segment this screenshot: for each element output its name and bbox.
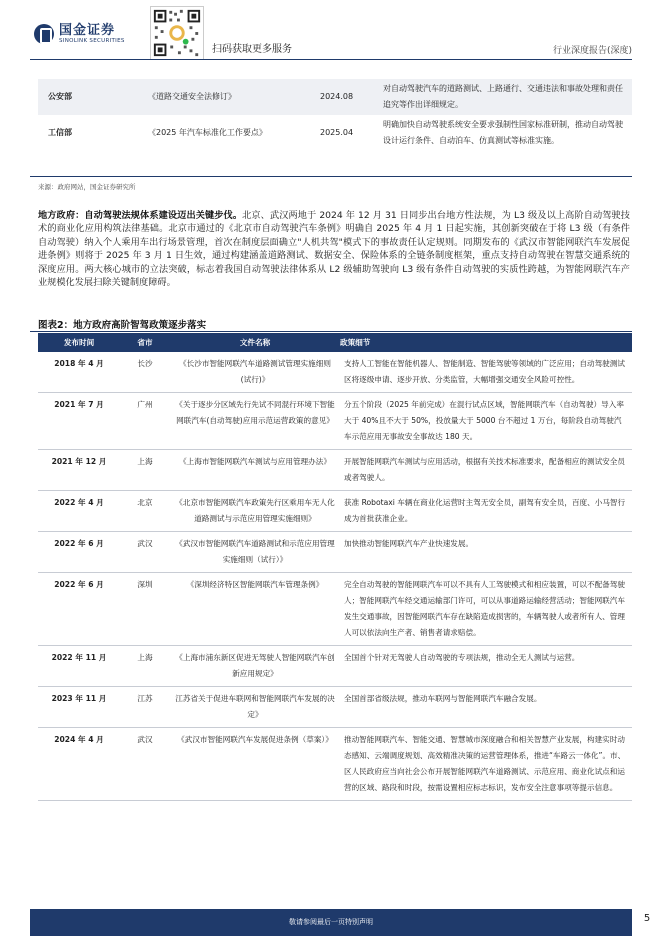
city-cell: 上海 bbox=[120, 646, 170, 687]
figure-title: 图表2：地方政府高阶智驾政策逐步落实 bbox=[38, 320, 207, 331]
detail-cell: 明确加快自动驾驶系统安全要求强制性国家标准研制，推动自动驾驶设计运行条件、自动泊车、仿真测试等标准实施。 bbox=[383, 120, 623, 145]
logo-name: 国金证券 bbox=[59, 23, 116, 38]
table-divider bbox=[30, 176, 632, 177]
document-name-cell: 《上海市浦东新区促进无驾驶人智能网联汽车创新应用规定》 bbox=[170, 646, 340, 687]
table-row bbox=[38, 687, 632, 728]
department-cell: 工信部 bbox=[48, 128, 72, 137]
local-policy-table bbox=[38, 333, 632, 801]
detail-cell: 开展智能网联汽车测试与应用活动，根据有关技术标准要求，配备相应的测试安全员或者驾驶人。 bbox=[340, 450, 632, 491]
scan-prompt: 扫码获取更多服务 bbox=[212, 44, 292, 55]
header-divider bbox=[30, 59, 632, 60]
date-cell: 2024.08 bbox=[316, 79, 379, 115]
table-row bbox=[38, 393, 632, 450]
paragraph-text: 北京、武汉两地于 2024 年 12 月 31 日同步出台地方性法规，为 L3 级及以上高阶自动驾驶技术的商业化应用构筑法律基础。北京市通过的《北京市自动驾驶汽车条例》明确自 2025 年 4 月 1 日起实施，其创新突破在于将 L3 级（有条件自动驾驶）纳入个人乘用车出行场景管理，首次在制度层面确立"人机共驾"模式下的事故责任认定规则。同期发布的《武汉市智能网联汽车发展促进条例》则将于 2025 年 3 月 1 日生效，通过构建涵盖道路测试、数据安全、保险体系的全链条制度框架，重点支持自动驾驶在智慧交通系统的深度应用。两大核心城市的立法突破，标志着我国自动驾驶法律体系从 L2 级辅助驾驶向 L3 级有条件自动驾驶的实质性跨越，为智能网联汽车产业规模化发展扫除关键制度障碍。 bbox=[38, 210, 630, 289]
company-logo bbox=[34, 24, 125, 45]
city-cell: 深圳 bbox=[120, 573, 170, 646]
report-type-label: 行业深度报告(深度) bbox=[552, 46, 632, 56]
table-source-note: 来源：政府网站，国金证券研究所 bbox=[38, 183, 136, 191]
paragraph-lead: 地方政府：自动驾驶法规体系建设迈出关键步伐。 bbox=[38, 210, 243, 221]
date-cell: 2022 年 11 月 bbox=[38, 646, 120, 687]
page-footer bbox=[30, 909, 632, 936]
detail-cell: 推动智能网联汽车、智能交通、智慧城市深度融合和相关智慧产业发展，构建实时动态感知、云端调度规划、高效精准决策的运营管理体系，推进“车路云一体化”。市、区人民政府应当向社会公布开展智能网联汽车道路测试、示范应用、商业化试点和运营的区域、路段和时段，按需设置相应标志标识，发布安全注意事项等提示信息。 bbox=[340, 728, 632, 801]
table-row bbox=[38, 646, 632, 687]
table-row bbox=[38, 352, 632, 393]
date-cell: 2018 年 4 月 bbox=[38, 352, 120, 393]
table-row bbox=[38, 728, 632, 801]
date-cell: 2021 年 12 月 bbox=[38, 450, 120, 491]
detail-cell: 全国首部省级法规，推动车联网与智能网联汽车融合发展。 bbox=[340, 687, 632, 728]
header-detail: 政策细节 bbox=[340, 333, 632, 352]
document-name-cell: 《2025 年汽车标准化工作要点》 bbox=[148, 128, 267, 137]
city-cell: 广州 bbox=[120, 393, 170, 450]
detail-cell: 全国首个针对无驾驶人自动驾驶的专项法规，推动全无人测试与运营。 bbox=[340, 646, 632, 687]
qr-code-icon[interactable] bbox=[150, 6, 204, 60]
city-cell: 上海 bbox=[120, 450, 170, 491]
date-cell: 2023 年 11 月 bbox=[38, 687, 120, 728]
table-row bbox=[38, 115, 632, 151]
detail-cell: 获准 Robotaxi 车辆在商业化运营时主驾无安全员，副驾有安全员，百度、小马智行成为首批获准企业。 bbox=[340, 491, 632, 532]
table-row bbox=[38, 532, 632, 573]
logo-english-name: SINOLINK SECURITIES bbox=[59, 38, 125, 44]
logo-icon bbox=[34, 24, 54, 44]
detail-cell: 对自动驾驶汽车的道路测试、上路通行、交通违法和事故处理和责任追究等作出详细规定。 bbox=[379, 79, 632, 115]
document-name-cell: 《深圳经济特区智能网联汽车管理条例》 bbox=[170, 573, 340, 646]
figure-divider bbox=[30, 331, 632, 332]
city-cell: 江苏 bbox=[120, 687, 170, 728]
document-name-cell: 《北京市智能网联汽车政策先行区乘用车无人化道路测试与示范应用管理实施细则》 bbox=[170, 491, 340, 532]
table-row bbox=[38, 573, 632, 646]
date-cell: 2022 年 6 月 bbox=[38, 573, 120, 646]
document-name-cell: 《道路交通安全法修订》 bbox=[144, 79, 316, 115]
date-cell: 2022 年 4 月 bbox=[38, 491, 120, 532]
body-paragraph bbox=[38, 209, 630, 289]
document-name-cell: 《关于逐步分区域先行先试不同混行环境下智能网联汽车(自动驾驶)应用示范运营政策的意见》 bbox=[170, 393, 340, 450]
date-cell: 2022 年 6 月 bbox=[38, 532, 120, 573]
department-cell: 公安部 bbox=[38, 79, 144, 115]
city-cell: 武汉 bbox=[120, 532, 170, 573]
page-number: 5 bbox=[643, 913, 651, 924]
document-name-cell: 《长沙市智能网联汽车道路测试管理实施细则(试行)》 bbox=[170, 352, 340, 393]
header-date: 发布时间 bbox=[38, 333, 120, 352]
table-header-row bbox=[38, 333, 632, 352]
header-city: 省市 bbox=[120, 333, 170, 352]
document-name-cell: 《上海市智能网联汽车测试与应用管理办法》 bbox=[170, 450, 340, 491]
date-cell: 2025.04 bbox=[320, 128, 354, 137]
table-row bbox=[38, 79, 632, 115]
date-cell: 2024 年 4 月 bbox=[38, 728, 120, 801]
document-name-cell: 《武汉市智能网联汽车道路测试和示范应用管理实施细则（试行）》 bbox=[170, 532, 340, 573]
table-row bbox=[38, 491, 632, 532]
document-name-cell: 江苏省关于促进车联网和智能网联汽车发展的决定》 bbox=[170, 687, 340, 728]
detail-cell: 分五个阶段（2025 年前完成）在混行试点区域，智能网联汽车（自动驾驶）导入率大于 40%且不大于 50%，投放量大于 5000 台不超过 1 万台，每阶段自动驾驶汽车示范应用无事故安全事故达 180 天。 bbox=[340, 393, 632, 450]
regulation-table bbox=[38, 79, 632, 151]
footer-disclaimer: 敬请参阅最后一页特别声明 bbox=[289, 918, 373, 926]
table-row bbox=[38, 450, 632, 491]
page-header bbox=[0, 0, 662, 64]
city-cell: 长沙 bbox=[120, 352, 170, 393]
city-cell: 北京 bbox=[120, 491, 170, 532]
detail-cell: 完全自动驾驶的智能网联汽车可以不具有人工驾驶模式和相应装置，可以不配备驾驶人；智能网联汽车经交通运输部门许可，可以从事道路运输经营活动；智能网联汽车发生交通事故，因智能网联汽车存在缺陷造成损害的，车辆驾驶人或者所有人、管理人可以依法向生产者、销售者请求赔偿。 bbox=[340, 573, 632, 646]
detail-cell: 支持人工智能在智能机器人、智能制造、智能驾驶等领域的广泛应用；自动驾驶测试区将逐级申请、逐步开放、分类监管，大幅增强交通安全风险可控性。 bbox=[340, 352, 632, 393]
header-document: 文件名称 bbox=[170, 333, 340, 352]
detail-cell: 加快推动智能网联汽车产业快速发展。 bbox=[340, 532, 632, 573]
city-cell: 武汉 bbox=[120, 728, 170, 801]
date-cell: 2021 年 7 月 bbox=[38, 393, 120, 450]
document-name-cell: 《武汉市智能网联汽车发展促进条例（草案）》 bbox=[170, 728, 340, 801]
